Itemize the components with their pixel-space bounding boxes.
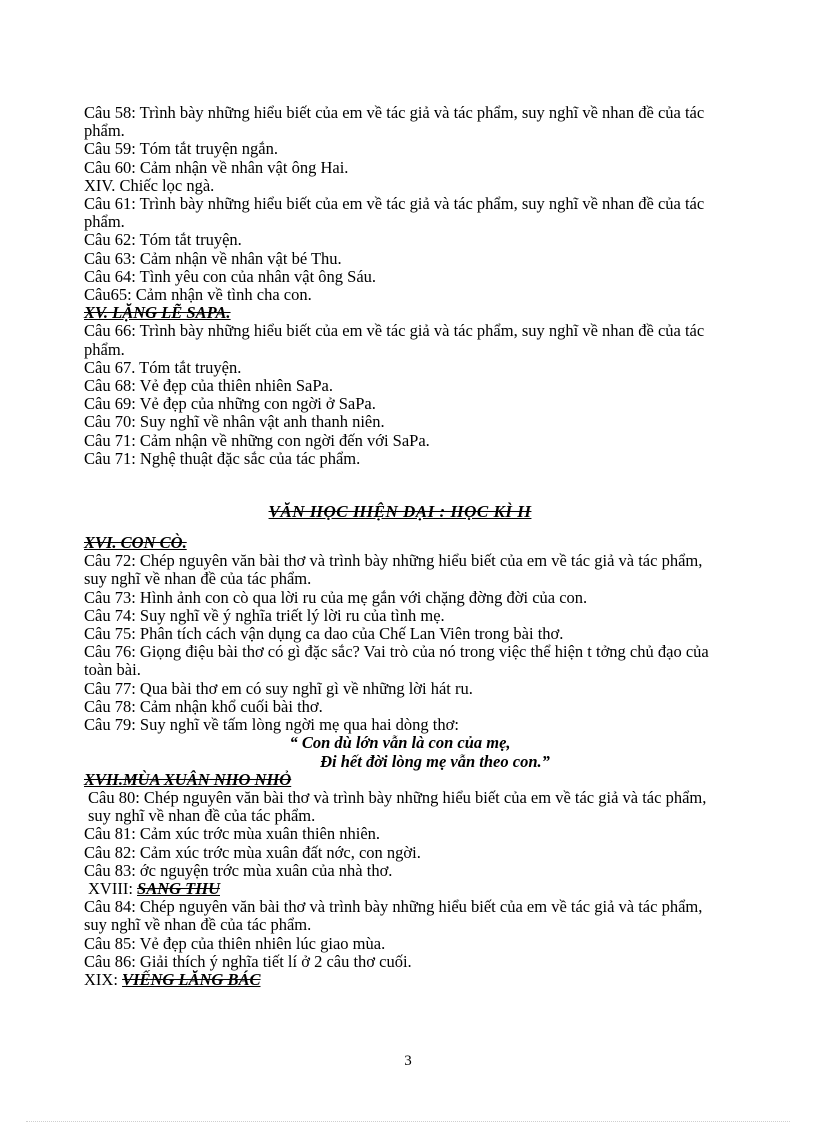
question-item: Câu 82: Cảm xúc trớc mùa xuân đất nớc, con ngời.: [84, 842, 421, 862]
question-item: Câu 81: Cảm xúc trớc mùa xuân thiên nhiên.: [84, 824, 381, 844]
question-list-d: [84, 552, 716, 734]
question-item: Câu 83: ớc nguyện trớc mùa xuân của nhà thơ.: [84, 860, 393, 880]
question-item: Câu 71: Cảm nhận về những con ngời đến với SaPa.: [84, 430, 430, 450]
question-item: Câu 78: Cảm nhận khổ cuối bài thơ.: [84, 696, 323, 716]
question-item: Câu 76: Giọng điệu bài thơ có gì đặc sắc? Vai trò của nó trong việc thể hiện t tởng chủ đạo của toàn bài.: [84, 642, 709, 680]
heading-xvi: XVI. CON CÒ.: [84, 533, 187, 553]
question-item: Câu 75: Phân tích cách vận dụng ca dao của Chế Lan Viên trong bài thơ.: [84, 624, 564, 644]
question-item: Câu 85: Vẻ đẹp của thiên nhiên lúc giao mùa.: [84, 933, 386, 953]
footer-divider: [26, 1121, 790, 1122]
question-item: Câu 64: Tình yêu con của nhân vật ông Sáu.: [84, 266, 377, 286]
heading-xviii-title: SANG THU: [137, 878, 220, 898]
heading-xiv: XIV. Chiếc lọc ngà.: [84, 175, 215, 195]
heading-xix: [84, 971, 716, 989]
question-item: Câu 72: Chép nguyên văn bài thơ và trình bày những hiểu biết của em về tác giả và tác phẩm, suy nghĩ về nhan đề của tác phẩm.: [84, 551, 703, 589]
question-item: Câu 69: Vẻ đẹp của những con ngời ở SaPa.: [84, 394, 376, 414]
heading-xix-title: VIẾNG LĂNG BÁC: [122, 969, 261, 989]
question-item: Câu 74: Suy nghĩ về ý nghĩa triết lý lời ru của tình mẹ.: [84, 605, 445, 625]
heading-xvii: XVII.MÙA XUÂN NHO NHỎ: [84, 769, 292, 789]
question-list-a: [84, 104, 716, 177]
page-number: 3: [404, 1053, 412, 1069]
question-item: Câu 70: Suy nghĩ về nhân vật anh thanh niên.: [84, 412, 385, 432]
question-item: Câu 80: Chép nguyên văn bài thơ và trình bày những hiểu biết của em về tác giả và tác phẩm, suy nghĩ về nhan đề của tác phẩm.: [88, 787, 707, 826]
question-item: Câu 86: Giải thích ý nghĩa tiết lí ở 2 câu thơ cuối.: [84, 951, 412, 971]
section-title: VĂN HỌC HIỆN ĐẠI : HỌC KÌ II: [268, 502, 532, 522]
question-item: Câu 77: Qua bài thơ em có suy nghĩ gì về những lời hát ru.: [84, 678, 473, 698]
question-item: Câu 63: Cảm nhận về nhân vật bé Thu.: [84, 248, 342, 268]
verse-quote: [84, 734, 716, 770]
question-item: Câu 71: Nghệ thuật đặc sắc của tác phẩm.: [84, 448, 361, 468]
question-item: Câu 68: Vẻ đẹp của thiên nhiên SaPa.: [84, 376, 333, 396]
question-item: Câu 59: Tóm tắt truyện ngắn.: [84, 139, 278, 159]
question-item: Câu 79: Suy nghĩ về tấm lòng ngời mẹ qua hai dòng thơ:: [84, 715, 459, 735]
question-list-c: [84, 322, 716, 468]
verse-line: Đi hết đời lòng mẹ vẫn theo con.”: [320, 751, 550, 771]
question-item: Câu 58: Trình bày những hiểu biết của em về tác giả và tác phẩm, suy nghĩ về nhan đề của tác phẩm.: [84, 103, 705, 141]
question-list-f: [84, 898, 716, 971]
document-page: [84, 104, 716, 989]
heading-xviii: [84, 880, 716, 898]
question-item: Câu 84: Chép nguyên văn bài thơ và trình bày những hiểu biết của em về tác giả và tác phẩm, suy nghĩ về nhan đề của tác phẩm.: [84, 897, 703, 935]
question-item: Câu 60: Cảm nhận về nhân vật ông Hai.: [84, 157, 349, 177]
question-item: Câu 73: Hình ảnh con cò qua lời ru của mẹ gắn với chặng đờng đời của con.: [84, 587, 588, 607]
question-list-b: [84, 195, 716, 304]
heading-xix-label: XIX:: [84, 969, 118, 989]
heading-xviii-label: XVIII:: [88, 878, 133, 898]
verse-line: “ Con dù lớn vẫn là con của mẹ,: [289, 733, 511, 753]
question-item: Câu65: Cảm nhận về tình cha con.: [84, 285, 312, 305]
heading-xv: XV. LẶNG LẼ SAPA.: [84, 303, 231, 323]
question-item: Câu 62: Tóm tắt truyện.: [84, 230, 242, 250]
question-item: Câu 67. Tóm tắt truyện.: [84, 357, 242, 377]
question-item: Câu 61: Trình bày những hiểu biết của em về tác giả và tác phẩm, suy nghĩ về nhan đề của tác phẩm.: [84, 194, 705, 232]
question-item: Câu 66: Trình bày những hiểu biết của em về tác giả và tác phẩm, suy nghĩ về nhan đề của tác phẩm.: [84, 321, 705, 359]
question-list-e: [84, 789, 716, 880]
